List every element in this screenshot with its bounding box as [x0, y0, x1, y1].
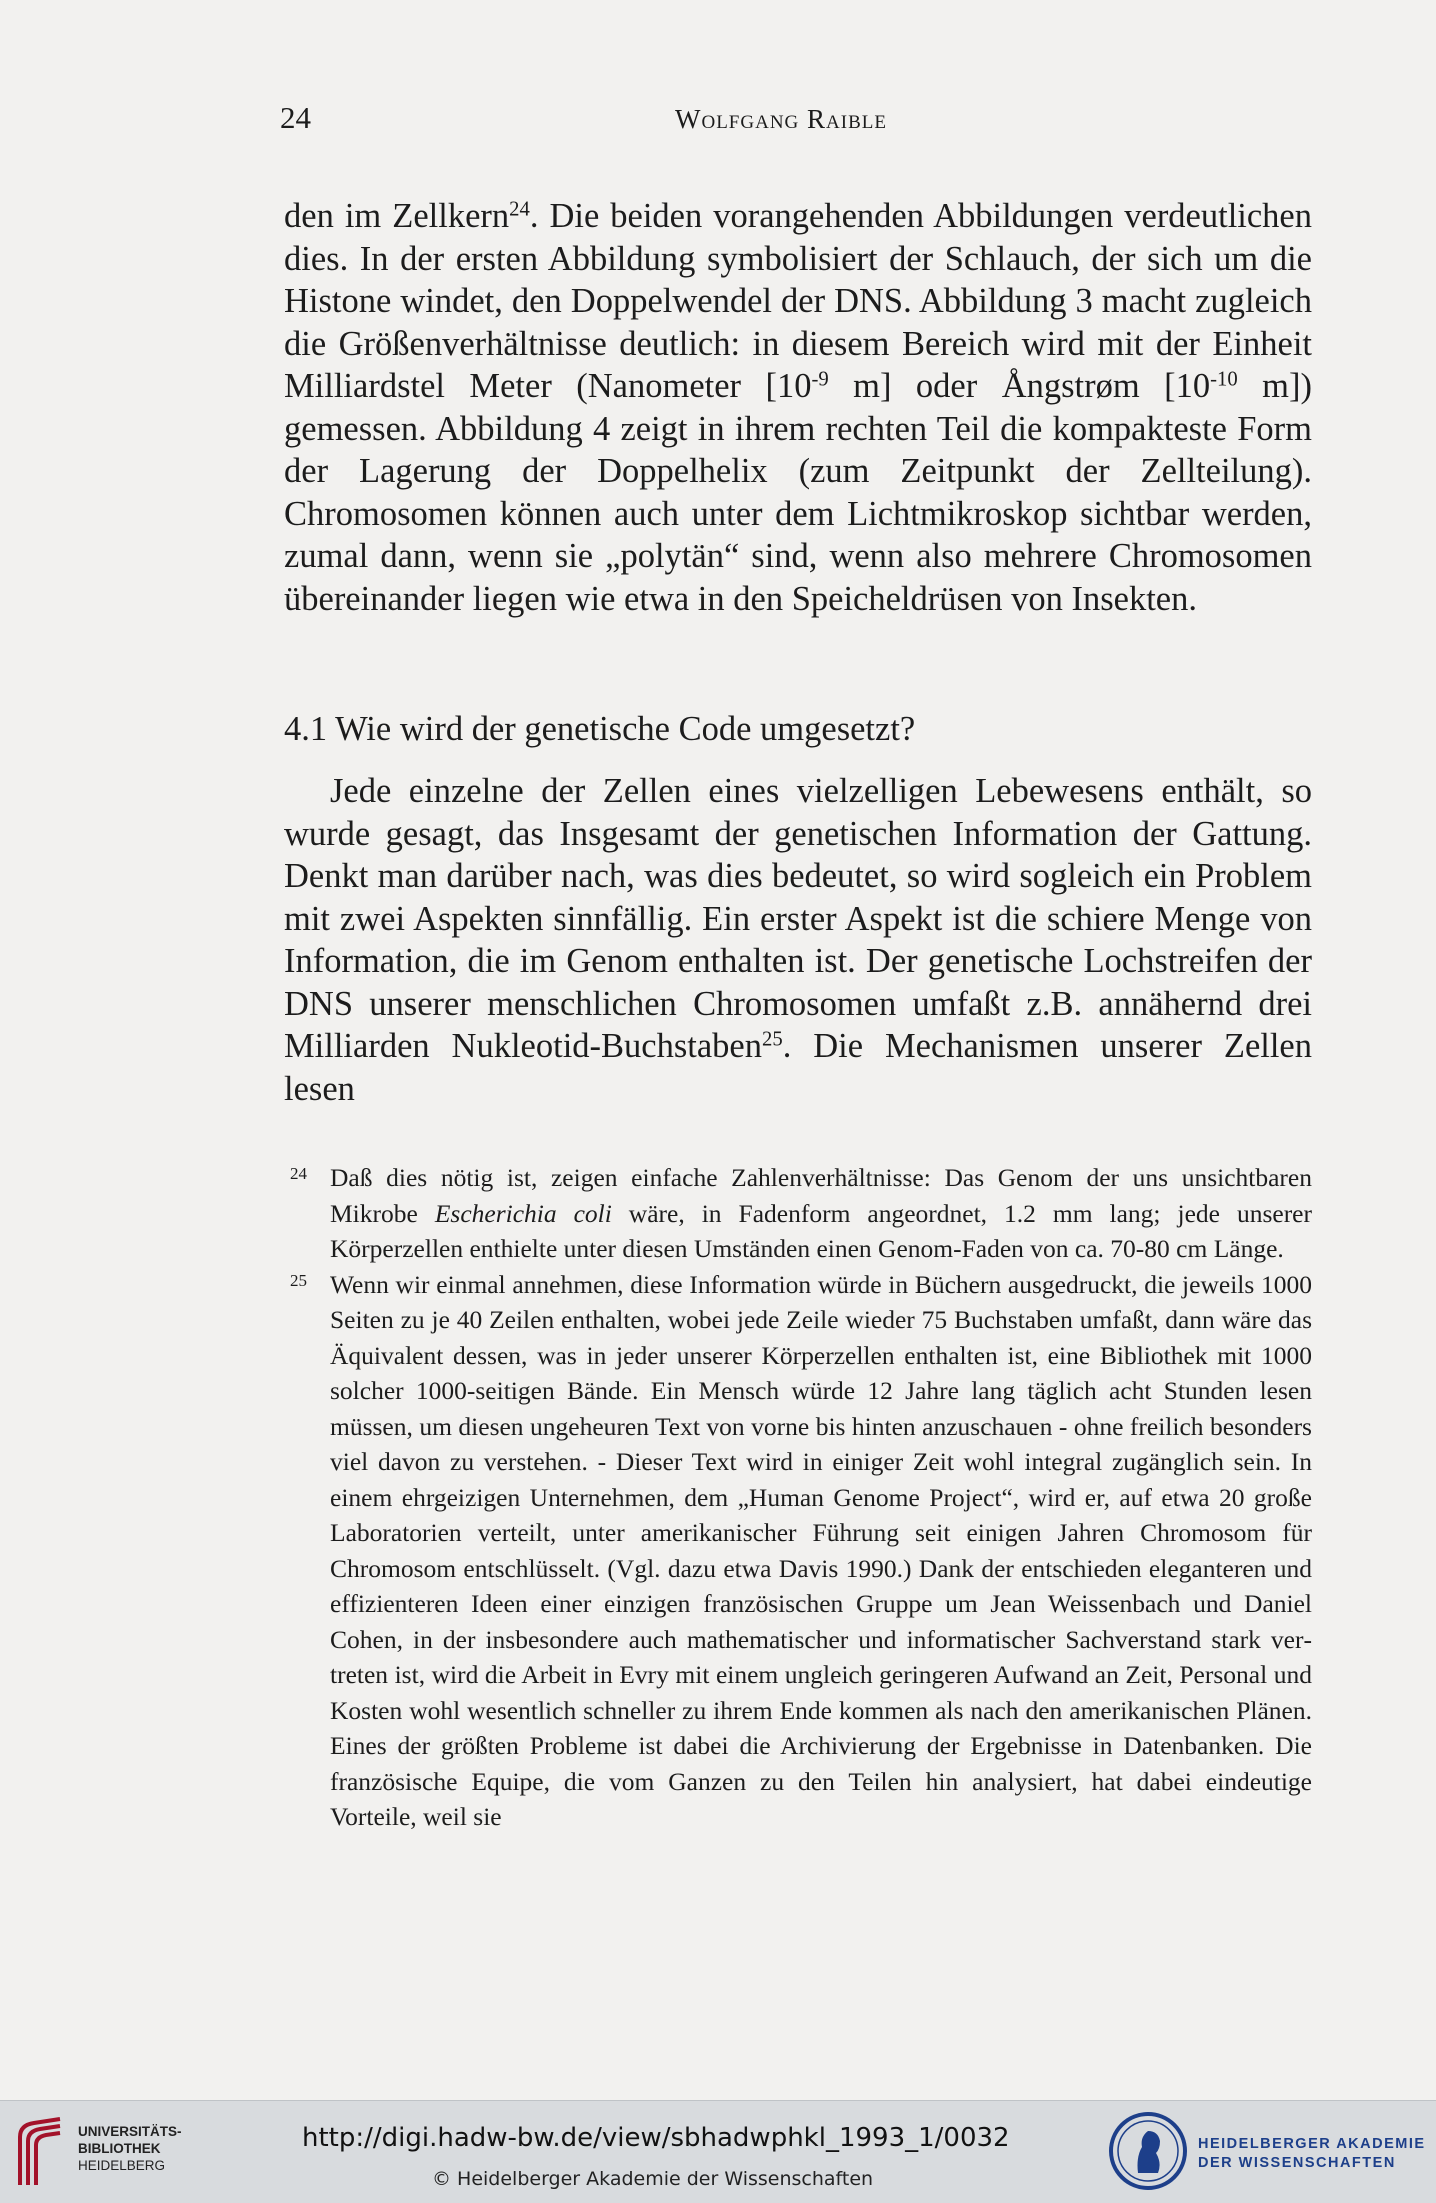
ub-line-2: BIBLIOTHEK [78, 2141, 161, 2156]
exponent-angstrom: -10 [1210, 368, 1238, 391]
footnote-italic-term: Escherichia coli [434, 1198, 612, 1228]
footnote-25 [284, 1267, 1312, 1835]
university-library-logo-icon [14, 2115, 66, 2189]
ub-line-1: UNIVERSITÄTS- [78, 2124, 182, 2139]
paragraph-2 [284, 770, 1312, 1110]
paragraph-2-text-b: . Die Mechanismen unserer Zellen lesen [284, 1027, 1312, 1108]
academy-seal-icon [1108, 2111, 1188, 2191]
copyright-notice: © Heidelberger Akademie der Wissenschaften [432, 2168, 874, 2190]
footer-banner [0, 2100, 1436, 2203]
footnote-text: Daß dies nötig ist, zeigen einfache Zahlenverhältnisse: Das Genom der uns unsichtbaren Mikrobe [330, 1163, 1312, 1228]
footnote-ref-24[interactable]: 24 [509, 198, 530, 221]
footnote-ref-25[interactable]: 25 [762, 1028, 783, 1051]
paragraph-1-text-b: . Die beiden vorangehenden Abbildungen verdeutlichen dies. In der ersten Abbildung symbolisiert der Schlauch, der sich um die Histone windet, den Doppelwendel der DNS. Abbildung 3 macht zugleich die Größenverhältnisse deutlich: in diesem Bereich wird mit der Einheit Milliardstel Meter (Nanometer [10 [284, 197, 1312, 405]
footnote-mark: 25 [290, 1270, 307, 1290]
paragraph-1-text-d: m]) gemessen. Abbildung 4 zeigt in ihrem rechten Teil die kompakteste Form der Lagerung der Doppelhelix (zum Zeitpunkt der Zellteilung). Chromosomen können auch unter dem Lichtmikroskop sichtbar werden, zumal dann, wenn sie „polytän“ sind, wenn also mehrere Chromosomen übereinander liegen wie etwa in den Speicheldrüsen von Insekten. [284, 367, 1312, 618]
university-library-name [78, 2123, 182, 2174]
academy-name [1198, 2135, 1426, 2173]
paragraph-1 [284, 195, 1312, 620]
academy-line-2: DER WISSENSCHAFTEN [1198, 2155, 1396, 2171]
footnotes [284, 1160, 1312, 1835]
paragraph-1-text-a: den im Zellkern [284, 197, 510, 235]
page-number: 24 [280, 100, 311, 135]
ub-line-3: HEIDELBERG [78, 2158, 166, 2173]
running-head: Wolfgang Raible [675, 104, 887, 134]
footnote-mark: 24 [290, 1164, 307, 1183]
academy-line-1: HEIDELBERGER AKADEMIE [1198, 2136, 1426, 2152]
section-heading: 4.1 Wie wird der genetische Code umgesetzt? [284, 710, 916, 748]
footnote-text: wäre, in Fadenform angeordnet, 1.2 mm lang; jede unserer Körperzellen enthielte unter diesen Umständen einen Genom-Faden von ca. 70-80 cm Länge. [330, 1198, 1312, 1263]
source-url-link[interactable]: http://digi.hadw-bw.de/view/sbhadwphkl_1993_1/0032 [302, 2123, 1010, 2153]
page-header [280, 100, 1310, 140]
paragraph-2-text-a: Jede einzelne der Zellen eines vielzelligen Lebewesens enthält, so wurde gesagt, das Insgesamt der genetischen Information der Gattung. Denkt man darüber nach, was dies bedeutet, so wird sogleich ein Problem mit zwei Aspekten sinnfällig. Ein erster Aspekt ist die schiere Menge von Information, die im Genom enthalten ist. Der genetische Lochstreifen der DNS unserer menschlichen Chromosomen umfaßt z.B. annähernd drei Milliarden Nukleotid-Buchstaben [284, 772, 1312, 1065]
exponent-nanometer: -9 [811, 368, 829, 391]
footnote-24 [284, 1160, 1312, 1267]
footnote-text: Wenn wir einmal annehmen, diese Information würde in Büchern ausgedruckt, die jeweils 1000 Seiten zu je 40 Zeilen enthalten, wobei jede Zeile wieder 75 Buchstaben umfaßt, dann wäre das Äquivalent dessen, was in jeder unserer Körperzellen enthalten ist, eine Bibliothek mit 1000 solcher 1000-seitigen Bände. Ein Mensch würde 12 Jahre lang täglich acht Stunden lesen müssen, um diesen ungeheuren Text von vorne bis hinten anzuschauen - ohne freilich besonders viel davon zu verstehen. - Dieser Text wird in einiger Zeit wohl integral zugänglich sein. In einem ehrgeizigen Unternehmen, dem „Human Genome Project“, wird er, auf etwa 20 große Laboratorien verteilt, unter amerikanischer Führung seit einigen Jahren Chromosom für Chromosom entschlüsselt. (Vgl. dazu etwa Davis 1990.) Dank der entschieden eleganteren und effizienteren Ideen einer einzigen französischen Gruppe um Jean Weissenbach und Daniel Cohen, in der insbesondere auch mathematischer und informatischer Sachverstand stark vertreten ist, wird die Arbeit in Evry mit einem ungleich geringeren Aufwand an Zeit, Personal und Kosten wohl wesentlich schneller zu ihrem Ende kommen als nach den amerikanischen Plänen. Eines der größten Probleme ist dabei die Archivierung der Ergebnisse in Datenbanken. Die französische Equipe, die vom Ganzen zu den Teilen hin analysiert, hat dabei eindeutige Vorteile, weil sie [330, 1269, 1312, 1831]
paragraph-1-text-c: m] oder Ångstrøm [10 [828, 367, 1211, 405]
